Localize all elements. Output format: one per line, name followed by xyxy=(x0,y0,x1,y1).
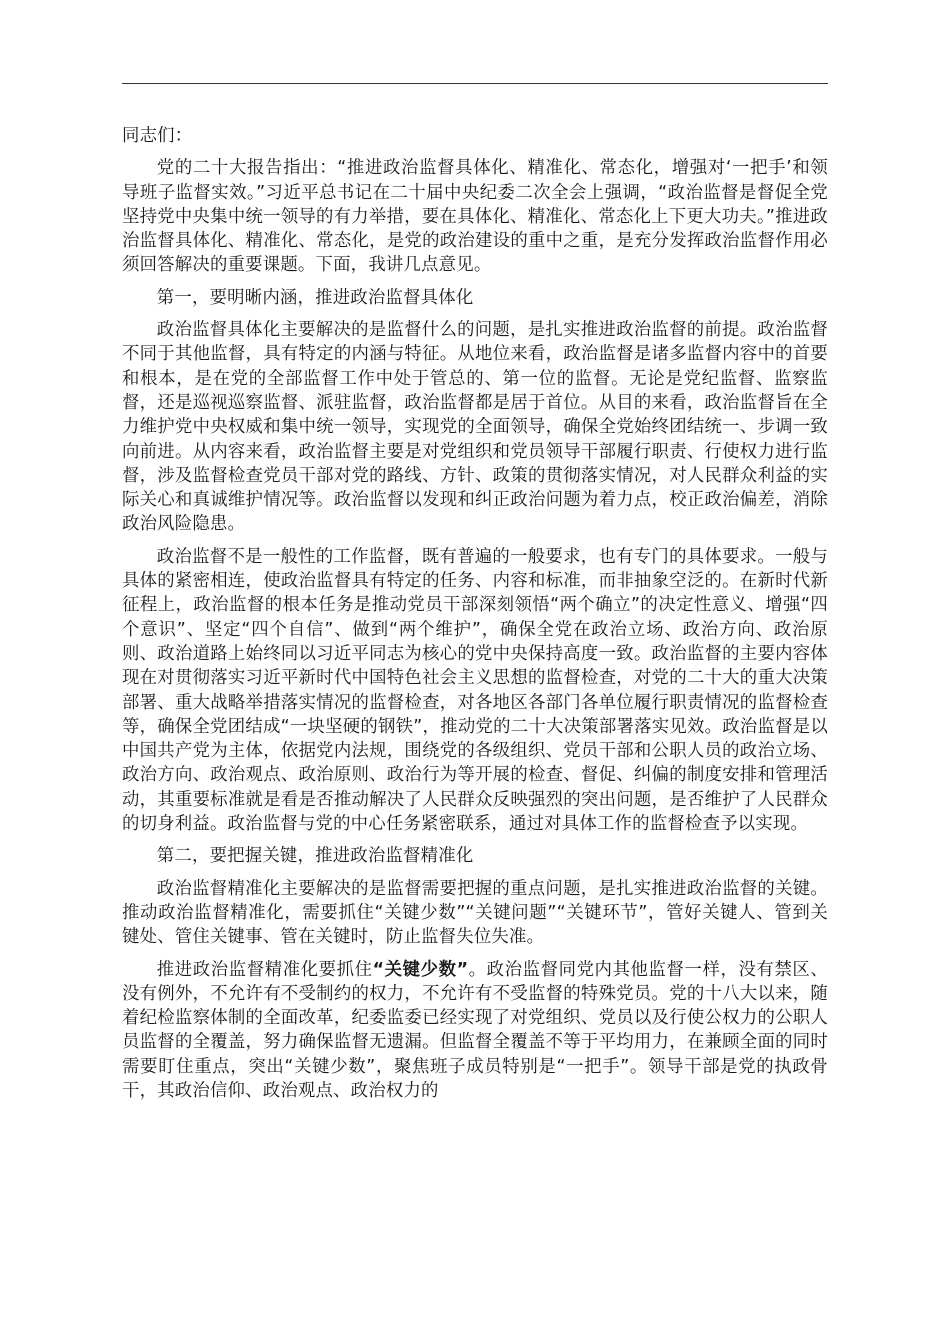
body-paragraph: 政治监督不是一般性的工作监督，既有普遍的一般要求，也有专门的具体要求。一般与具体的紧密相连，使政治监督具有特定的任务、内容和标准，而非抽象空泛的。在新时代新征程上，政治监督的根本任务是推动党员干部深刻领悟“两个确立”的决定性意义、增强“四个意识”、坚定“四个自信”、做到“两个维护”，确保全党在政治立场、政治方向、政治原则、政治道路上始终同以习近平同志为核心的党中央保持高度一致。政治监督的主要内容体现在对贯彻落实习近平新时代中国特色社会主义思想的监督检查，对党的二十大的重大决策部署、重大战略举措落实情况的监督检查，对各地区各部门各单位履行职责情况的监督检查等，确保全党团结成“一块坚硬的钢铁”，推动党的二十大决策部署落实见效。政治监督是以中国共产党为主体，依据党内法规，围绕党的各级组织、党员干部和公职人员的政治立场、政治方向、政治观点、政治原则、政治行为等开展的检查、督促、纠偏的制度安排和管理活动，其重要标准就是看是否推动解决了人民群众反映强烈的突出问题，是否维护了人民群众的切身利益。政治监督与党的中心任务紧密联系，通过对具体工作的监督检查予以实现。 xyxy=(122,546,828,835)
document-body xyxy=(122,124,828,1111)
bold-term: “关键少数” xyxy=(372,959,469,980)
section-heading-1: 第一，要明晰内涵，推进政治监督具体化 xyxy=(156,287,474,308)
salutation: 同志们： xyxy=(122,126,193,146)
paragraph-lead: 推进政治监督精准化要抓住 xyxy=(156,959,373,980)
header-divider xyxy=(122,83,828,84)
body-paragraph-key-minority xyxy=(122,958,828,1104)
paragraph-rest: 。政治监督同党内其他监督一样，没有 xyxy=(468,959,775,980)
paragraph-continuation: 禁区、没有例外，不允许有不受制约的权力，不允许有不受监督的特殊党员。党的十八大以来，随着纪检监察体制的全面改革，纪委监委已经实现了对党组织、党员以及行使公权力的公职人员监督的全覆盖，努力确保监督无遗漏。但监督全覆盖不等于平均用力，在兼顾全面的同时需要盯住重点，突出“关键少数”，聚焦班子成员特别是“一把手”。领导干部是党的执政骨干，其政治信仰、政治观点、政治权力的 xyxy=(122,959,829,1101)
section-heading-2: 第二，要把握关键，推进政治监督精准化 xyxy=(156,846,474,867)
body-paragraph: 政治监督精准化主要解决的是监督需要把握的重点问题，是扎实推进政治监督的关键。推动政治监督精准化，需要抓住“关键少数”“关键问题”“关键环节”，管好关键人、管到关键处、管住关键事、管在关键时，防止监督失位失准。 xyxy=(122,878,828,948)
body-paragraph: 政治监督具体化主要解决的是监督什么的问题，是扎实推进政治监督的前提。政治监督不同于其他监督，具有特定的内涵与特征。从地位来看，政治监督是诸多监督内容中的首要和根本，是在党的全部监督工作中处于管总的、第一位的监督。无论是党纪监督、监察监督，还是巡视巡察监督、派驻监督，政治监督都是居于首位。从目的来看，政治监督旨在全力维护党中央权威和集中统一领导，实现党的全面领导，确保全党始终团结统一、步调一致向前进。从内容来看，政治监督主要是对党组织和党员领导干部履行职责、行使权力进行监督，涉及监督检查党员干部对党的路线、方针、政策的贯彻落实情况，对人民群众利益的实际关心和真诚维护情况等。政治监督以发现和纠正政治问题为着力点，校正政治偏差，消除政治风险隐患。 xyxy=(122,320,828,535)
intro-paragraph: 党的二十大报告指出：“推进政治监督具体化、精准化、常态化，增强对‘一把手’和领导班子监督实效。”习近平总书记在二十届中央纪委二次全会上强调，“政治监督是督促全党坚持党中央集中统一领导的有力举措，要在具体化、精准化、常态化上下更大功夫。”推进政治监督具体化、精准化、常态化，是党的政治建设的重中之重，是充分发挥政治监督作用必须回答解决的重要课题。下面，我讲几点意见。 xyxy=(122,158,828,276)
